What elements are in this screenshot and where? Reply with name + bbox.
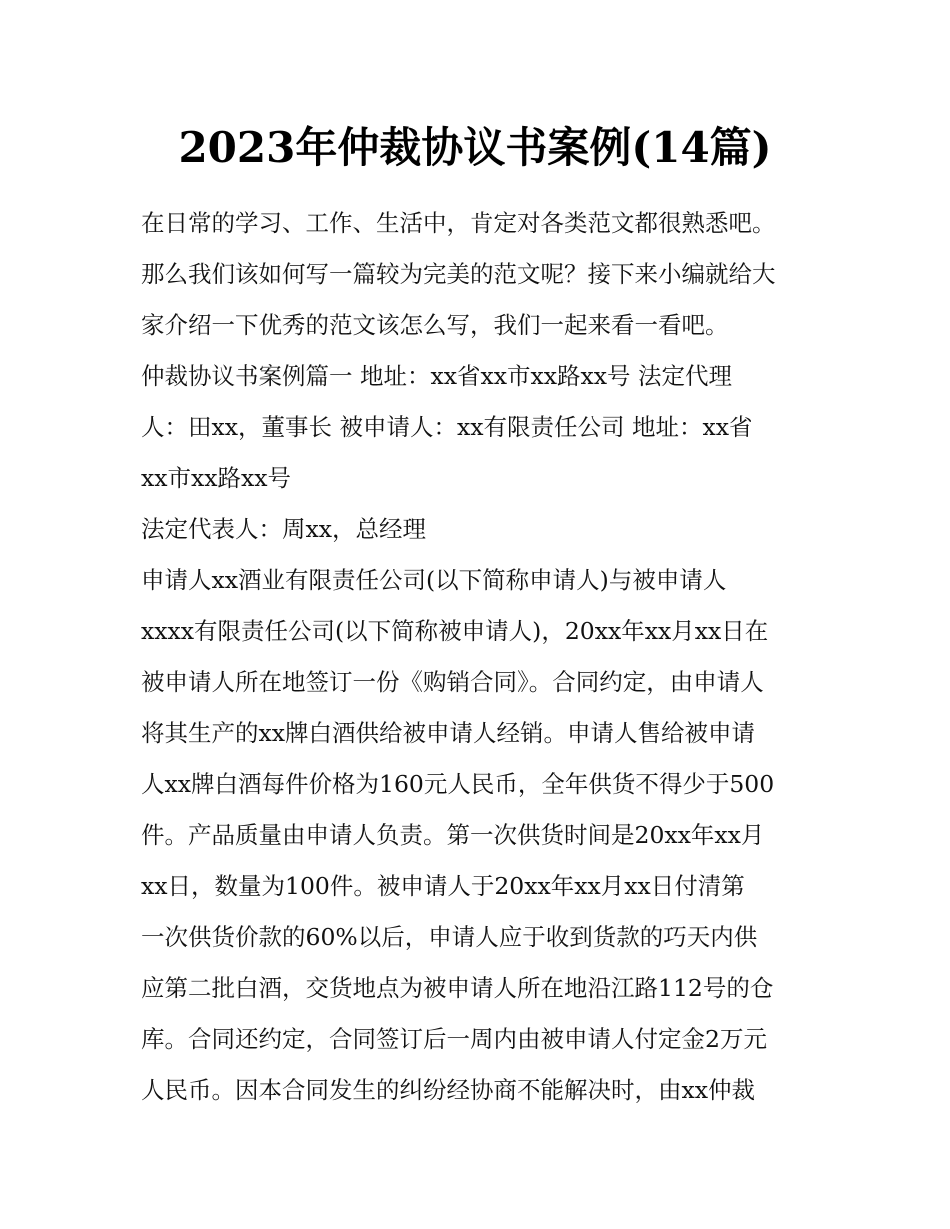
body-line: xx市xx路xx号 xyxy=(141,464,292,492)
body-line: 应第二批白酒，交货地点为被申请人所在地沿江路112号的仓 xyxy=(141,974,774,1002)
body-line: xx日，数量为100件。被申请人于20xx年xx月xx日付清第 xyxy=(141,872,745,900)
body-line: 申请人xx酒业有限责任公司(以下简称申请人)与被申请人 xyxy=(141,566,727,594)
document-title: 2023年仲裁协议书案例(14篇) xyxy=(178,123,772,172)
body-line: 人：田xx，董事长 被申请人：xx有限责任公司 地址：xx省 xyxy=(141,413,753,441)
body-line: 在日常的学习、工作、生活中，肯定对各类范文都很熟悉吧。 xyxy=(141,209,776,237)
body-line: 人民币。因本合同发生的纠纷经协商不能解决时，由xx仲裁 xyxy=(141,1076,756,1104)
body-line: 人xx牌白酒每件价格为160元人民币，全年供货不得少于500 xyxy=(141,770,775,798)
body-line: xxxx有限责任公司(以下简称被申请人)，20xx年xx月xx日在 xyxy=(141,617,769,645)
body-line: 一次供货价款的60%以后，申请人应于收到货款的巧天内供 xyxy=(141,923,758,951)
body-line: 那么我们该如何写一篇较为完美的范文呢？接下来小编就给大 xyxy=(141,260,776,288)
body-line: 将其生产的xx牌白酒供给被申请人经销。申请人售给被申请 xyxy=(141,719,756,747)
body-line: 件。产品质量由申请人负责。第一次供货时间是20xx年xx月 xyxy=(141,821,765,849)
body-line: 法定代表人：周xx，总经理 xyxy=(141,515,427,543)
body-line: 被申请人所在地签订一份《购销合同》。合同约定，由申请人 xyxy=(141,668,764,696)
body-line: 仲裁协议书案例篇一 地址：xx省xx市xx路xx号 法定代理 xyxy=(141,362,732,390)
body-line: 家介绍一下优秀的范文该怎么写，我们一起来看一看吧。 xyxy=(141,311,729,339)
body-line: 库。合同还约定，合同签订后一周内由被申请人付定金2万元 xyxy=(141,1025,767,1053)
